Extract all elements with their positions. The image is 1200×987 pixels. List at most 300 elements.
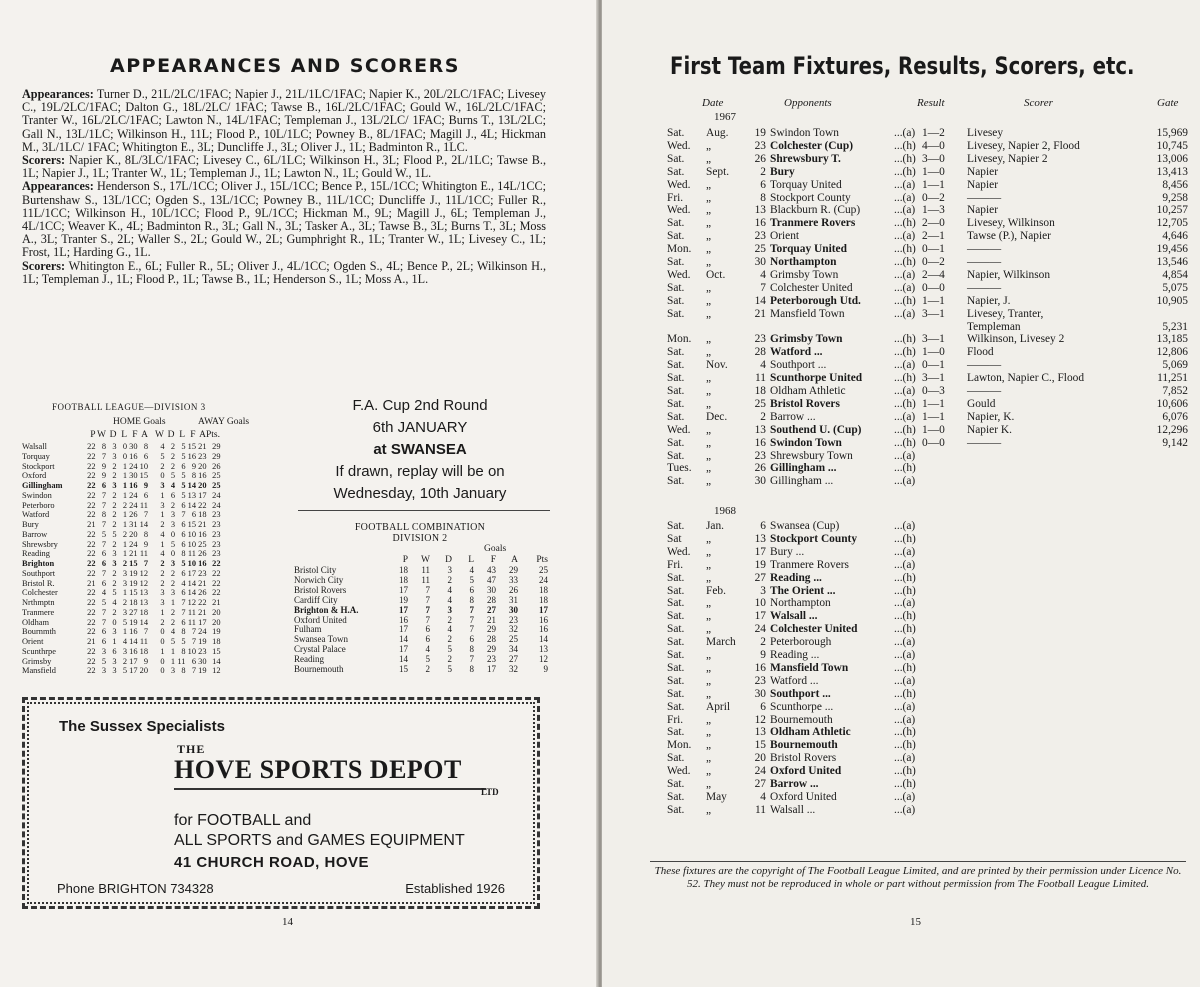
table-cell: 30 [129,442,138,451]
table-cell: 7 [101,500,106,510]
fixture-gate: 10,745 [1156,139,1188,152]
table-cell: 18 [539,584,548,595]
table-cell: 18 [399,574,408,585]
table-cell: 0 [160,656,165,666]
fixture-gate: 19,456 [1156,243,1188,256]
fixture-venue: ...(h) [894,165,916,178]
fixture-row [602,321,1200,334]
fixture-month: „ [706,372,712,385]
fixture-gate: 8,456 [1162,178,1188,191]
fixture-date: 30 [754,687,766,700]
table-cell: 29 [487,644,496,655]
fixture-result: 1—0 [922,423,945,436]
table-cell: 5 [112,529,117,539]
table-cell: 7 [191,666,196,676]
fa-cup-line-3: at SWANSEA [373,441,467,458]
fixture-venue: ...(h) [894,765,916,778]
league-col-header: W [97,430,106,440]
table-cell: 21 [87,637,96,646]
paragraph-label: Scorers: [22,258,66,273]
fixture-venue: ...(h) [894,294,916,307]
table-cell: 1 [122,481,127,490]
table-cell: 2 [447,654,452,665]
team-name: Shrewsbry [22,539,58,549]
fixture-date: 19 [754,558,766,571]
fixture-venue: ...(a) [894,520,916,532]
team-name: Crystal Palace [294,644,346,655]
table-cell: 12 [187,598,196,607]
fixture-scorer: Livesey, Wilkinson [967,217,1055,230]
fixture-month: „ [706,423,712,436]
fixture-row [602,572,1200,585]
table-cell: 2 [447,634,452,645]
table-cell: 5 [181,559,186,568]
fixture-opponent: Tranmere Rovers [770,558,849,571]
fixture-scorer: ——— [967,191,1002,204]
fixture-date: 2 [760,636,766,649]
table-cell: 10 [187,529,196,539]
fixture-day: Sat. [667,661,685,674]
table-cell: 2 [170,607,175,617]
table-cell: 1 [170,646,175,656]
page-number: 15 [910,916,921,928]
table-cell: 22 [87,617,96,627]
fixture-gate: 15,969 [1156,127,1188,139]
table-cell: 3 [170,666,175,676]
table-cell: 7 [425,604,430,615]
table-cell: 6 [143,451,148,461]
combination-title [300,522,540,544]
table-cell: 17 [487,664,496,675]
fixture-row [602,166,1200,179]
fixture-opponent: Blackburn R. (Cup) [770,204,861,217]
fixture-day: Sat. [667,372,685,385]
fixture-venue: ...(h) [894,778,916,790]
fixture-day: Sat. [667,475,685,488]
table-cell: 13 [139,588,148,598]
table-row [22,559,221,569]
fixture-venue: ...(h) [894,333,916,346]
fixture-venue: ...(h) [894,397,916,410]
fixture-opponent: Swansea (Cup) [770,520,840,532]
table-cell: 0 [160,637,165,646]
table-cell: 21 [129,549,138,559]
fixture-gate: 13,546 [1156,256,1188,268]
ad-established: Established 1926 [405,881,505,896]
table-row [22,442,221,452]
table-cell: 12 [539,654,548,665]
fixture-opponent: Bristol Rovers [770,752,837,765]
fixture-row [602,450,1200,463]
fixture-month: Oct. [706,268,726,281]
fixture-opponent: Oldham Athletic [770,726,851,739]
combination-col-header: W [421,555,430,565]
table-cell: 6 [101,559,106,568]
fixture-opponent: Mansfield Town [770,307,845,320]
table-cell: 6 [181,461,186,471]
fixture-day: Sat. [667,790,685,803]
table-cell: 1 [122,627,127,637]
table-cell: 5 [181,481,186,490]
fixture-venue: ...(h) [894,423,916,436]
fixture-row [602,282,1200,295]
fixture-row [602,585,1200,598]
table-cell: 3 [122,646,127,656]
table-cell: 3 [170,559,175,568]
table-cell: 0 [112,617,117,627]
table-cell: 8 [181,646,186,656]
league-col-header: L [121,430,127,440]
fixture-day: Sat. [667,584,685,597]
table-cell: 24 [212,490,221,500]
table-cell: 14 [187,578,196,588]
fixture-row [602,791,1200,804]
table-cell: 22 [212,559,221,568]
fixture-result: 1—1 [922,397,945,410]
table-cell: 3 [160,598,165,607]
fixture-row [602,475,1200,488]
header-opponents: Opponents [784,97,832,109]
fixture-day: Sat. [667,436,685,449]
table-cell: 0 [160,666,165,676]
fixture-date: 23 [754,230,766,243]
fixture-opponent: Colchester United [770,623,858,636]
fixture-venue: ...(a) [894,752,916,765]
table-cell: 19 [399,594,408,605]
table-cell: 16 [399,614,408,625]
fixture-opponent: Watford ... [770,346,823,359]
table-cell: 3 [112,451,117,461]
table-cell: 2 [112,607,117,617]
fa-cup-line-2: 6th JANUARY [372,419,468,436]
table-cell: 28 [487,594,496,605]
table-cell: 25 [539,565,548,575]
team-name: Barrow [22,529,48,539]
table-cell: 20 [198,481,207,490]
table-cell: 8 [191,471,196,481]
table-cell: 5 [181,490,186,500]
table-cell: 10 [187,539,196,549]
table-cell: 23 [212,539,221,549]
fixture-day: Sat. [667,649,685,661]
fixture-result: 0—2 [922,191,945,204]
league-col-header: W [155,430,164,440]
table-cell: 1 [122,588,127,598]
table-cell: 22 [87,656,96,666]
fixture-venue: ...(h) [894,243,916,256]
fixture-day: Fri. [667,191,684,204]
ad-shop-name: HOVE SPORTS DEPOT [174,755,462,784]
table-cell: 3 [170,520,175,529]
combination-col-header: P [402,555,408,565]
fixture-date: 4 [760,268,766,281]
table-cell: 20 [212,617,221,627]
table-row [22,588,221,598]
table-cell: 1 [170,598,175,607]
table-cell: 11 [177,656,186,666]
fixture-opponent: Bury ... [770,545,805,558]
year-1968: 1968 [714,505,736,517]
fixture-venue: ...(h) [894,726,916,739]
table-cell: 1 [160,607,165,617]
fixture-row [602,217,1200,230]
fixture-gate: 5,075 [1162,281,1188,294]
fixture-month: „ [706,610,712,623]
ad-line-football: for FOOTBALL and [174,812,312,829]
table-cell: 0 [170,549,175,559]
team-name: Oxford United [294,614,347,625]
fixture-row [602,804,1200,817]
fixture-opponent: Peterborough [770,636,832,649]
team-name: Swindon [22,490,52,500]
table-cell: 2 [112,461,117,471]
fixture-venue: ...(a) [894,803,916,816]
table-cell: 24 [198,627,207,637]
table-cell: 17 [539,604,548,615]
fixture-opponent: Oldham Athletic [770,385,846,397]
fixture-day: Wed. [667,204,691,217]
fixture-venue: ...(a) [894,475,916,488]
team-name: Gillingham [22,481,63,490]
header-gate: Gate [1157,97,1179,109]
fixture-row [602,649,1200,662]
league-column-headers [85,430,220,440]
team-name: Bristol Rovers [294,584,347,595]
fixture-date: 13 [754,204,766,217]
fixture-month: Aug. [706,127,729,139]
table-cell: 1 [122,520,127,529]
fixture-venue: ...(h) [894,372,916,385]
paragraph [22,154,546,180]
table-cell: 13 [539,644,548,655]
fixture-scorer: ——— [967,385,1002,397]
combination-title-1: FOOTBALL COMBINATION [354,522,486,533]
fixture-row [602,520,1200,533]
fixture-opponent: Orient [770,230,800,243]
fixture-opponent: Scunthorpe ... [770,700,834,713]
fixture-venue: ...(a) [894,558,916,571]
fixture-month: May [706,790,727,803]
table-cell: 31 [129,520,138,529]
table-cell: 22 [87,529,96,539]
table-cell: 22 [87,559,96,568]
table-cell: 4 [181,578,186,588]
table-row [22,569,221,579]
table-cell: 5 [160,451,165,461]
table-cell: 2 [112,471,117,481]
fixture-day: Sat. [667,752,685,765]
table-cell: 8 [101,442,106,451]
table-cell: 1 [122,461,127,471]
table-cell: 6 [143,490,148,500]
fixture-day: Sat. [667,597,685,610]
table-cell: 4 [170,481,175,490]
fixture-opponent: Walsall ... [770,610,818,623]
table-cell: 6 [181,529,186,539]
table-cell: 4 [101,588,106,598]
table-cell: 17 [198,617,207,627]
fixture-venue: ...(a) [894,790,916,803]
table-cell: 22 [87,539,96,549]
fixture-row [602,424,1200,437]
table-cell: 24 [539,574,548,585]
table-cell: 1 [122,539,127,549]
table-cell: 22 [87,568,96,578]
table-cell: 7 [425,594,430,605]
fixture-venue: ...(a) [894,410,916,423]
table-cell: 5 [170,471,175,481]
league-col-header: L [179,430,185,440]
fixture-date: 13 [754,532,766,545]
table-cell: 27 [129,607,138,617]
table-row [22,481,221,491]
fixture-scorer: Livesey [967,127,1004,139]
table-cell: 14 [212,656,221,666]
table-cell: 12 [212,666,221,676]
fixture-venue: ...(a) [894,545,916,558]
fixture-result: 1—0 [922,165,945,178]
fixture-gate: 13,413 [1156,165,1188,178]
fixture-gate: 5,231 [1162,320,1188,333]
table-row [22,657,221,667]
fixture-date: 21 [754,307,766,320]
table-cell: 32 [509,624,518,635]
fixture-row [602,398,1200,411]
ad-address: 41 CHURCH ROAD, HOVE [174,854,370,871]
fixture-day: Sat. [667,217,685,230]
fixture-venue: ...(a) [894,191,916,204]
fixture-month: March [706,636,736,649]
table-cell: 17 [198,490,207,500]
fixture-date: 6 [760,520,766,532]
header-result: Result [917,97,945,109]
table-cell: 8 [469,594,474,605]
fixture-row [602,623,1200,636]
fixture-gate: 5,069 [1162,359,1188,372]
fixture-scorer: Livesey, Napier 2, Flood [967,139,1080,152]
table-cell: 22 [198,598,207,607]
fixture-result: 1—3 [922,204,945,217]
fixture-day: Sat. [667,687,685,700]
fixture-month: „ [706,623,712,636]
fixture-date: 11 [755,803,766,816]
table-cell: 21 [198,442,207,451]
fixture-scorer: Napier, J. [967,294,1011,307]
fixture-scorer: Napier, K. [967,410,1015,423]
table-cell: 7 [425,614,430,625]
fixture-venue: ...(a) [894,636,916,649]
fixture-date: 23 [754,674,766,687]
table-cell: 4 [447,584,452,595]
table-cell: 7 [101,520,106,529]
table-cell: 1 [122,510,127,520]
table-cell: 15 [129,559,138,568]
table-cell: 23 [198,451,207,461]
fixture-month: Jan. [706,520,725,532]
team-name: Oxford [22,471,47,481]
fixture-row [602,372,1200,385]
table-cell: 5 [181,442,186,451]
table-cell: 21 [198,578,207,588]
table-cell: 32 [509,664,518,675]
fixture-day: Sat. [667,359,685,372]
fixture-day: Sat. [667,127,685,139]
fixture-date: 9 [760,649,766,661]
fixture-venue: ...(a) [894,230,916,243]
fixture-month: „ [706,532,712,545]
fixture-day: Sat. [667,385,685,397]
ad-phone: Phone BRIGHTON 734328 [57,881,214,896]
fixture-scorer: Napier [967,165,998,178]
table-cell: 0 [122,442,127,451]
table-cell: 3 [112,481,117,490]
table-row [22,491,221,501]
fixture-venue: ...(h) [894,462,916,475]
team-name: Torquay [22,451,50,461]
fixture-date: 16 [754,217,766,230]
table-cell: 43 [487,565,496,575]
table-cell: 3 [112,442,117,451]
table-cell: 4 [425,644,430,655]
table-cell: 13 [139,598,148,607]
table-cell: 8 [143,442,148,451]
team-name: Fulham [294,624,322,635]
team-name: Tranmere [22,607,55,617]
fixture-month: „ [706,346,712,359]
paragraph-label: Appearances: [22,179,94,194]
table-cell: 22 [87,627,96,637]
fixture-month: Nov. [706,359,728,372]
team-name: Bournemouth [294,664,344,675]
fixture-day: Wed. [667,765,691,778]
fixture-row [602,437,1200,450]
table-cell: 14 [399,654,408,665]
fixture-day: Sat. [667,778,685,790]
table-row [294,665,548,675]
table-cell: 11 [187,549,196,559]
table-cell: 3 [101,646,106,656]
fixture-venue: ...(h) [894,623,916,636]
fixture-row [602,688,1200,701]
table-cell: 5 [122,617,127,627]
table-cell: 0 [160,471,165,481]
table-cell: 3 [122,568,127,578]
fixture-opponent: The Orient ... [770,584,836,597]
league-col-header: D [109,430,117,440]
table-cell: 3 [112,559,117,568]
table-cell: 1 [160,646,165,656]
table-cell: 2 [122,559,127,568]
table-cell: 1 [122,490,127,500]
fixture-month: „ [706,178,712,191]
ad-description [174,811,465,851]
table-cell: 6 [181,520,186,529]
fixture-result: 3—1 [922,307,945,320]
table-cell: 2 [122,656,127,666]
table-cell: 22 [87,598,96,607]
fixture-date: 18 [754,385,766,397]
team-name: Southport [22,568,56,578]
fixture-scorer: ——— [967,281,1002,294]
fixture-row [602,610,1200,623]
fixture-opponent: Bury [770,165,795,178]
table-cell: 4 [122,637,127,646]
fixture-month: „ [706,674,712,687]
team-name: Orient [22,637,44,646]
table-cell: 25 [509,634,518,645]
table-cell: 15 [139,471,148,481]
table-cell: 23 [487,654,496,665]
